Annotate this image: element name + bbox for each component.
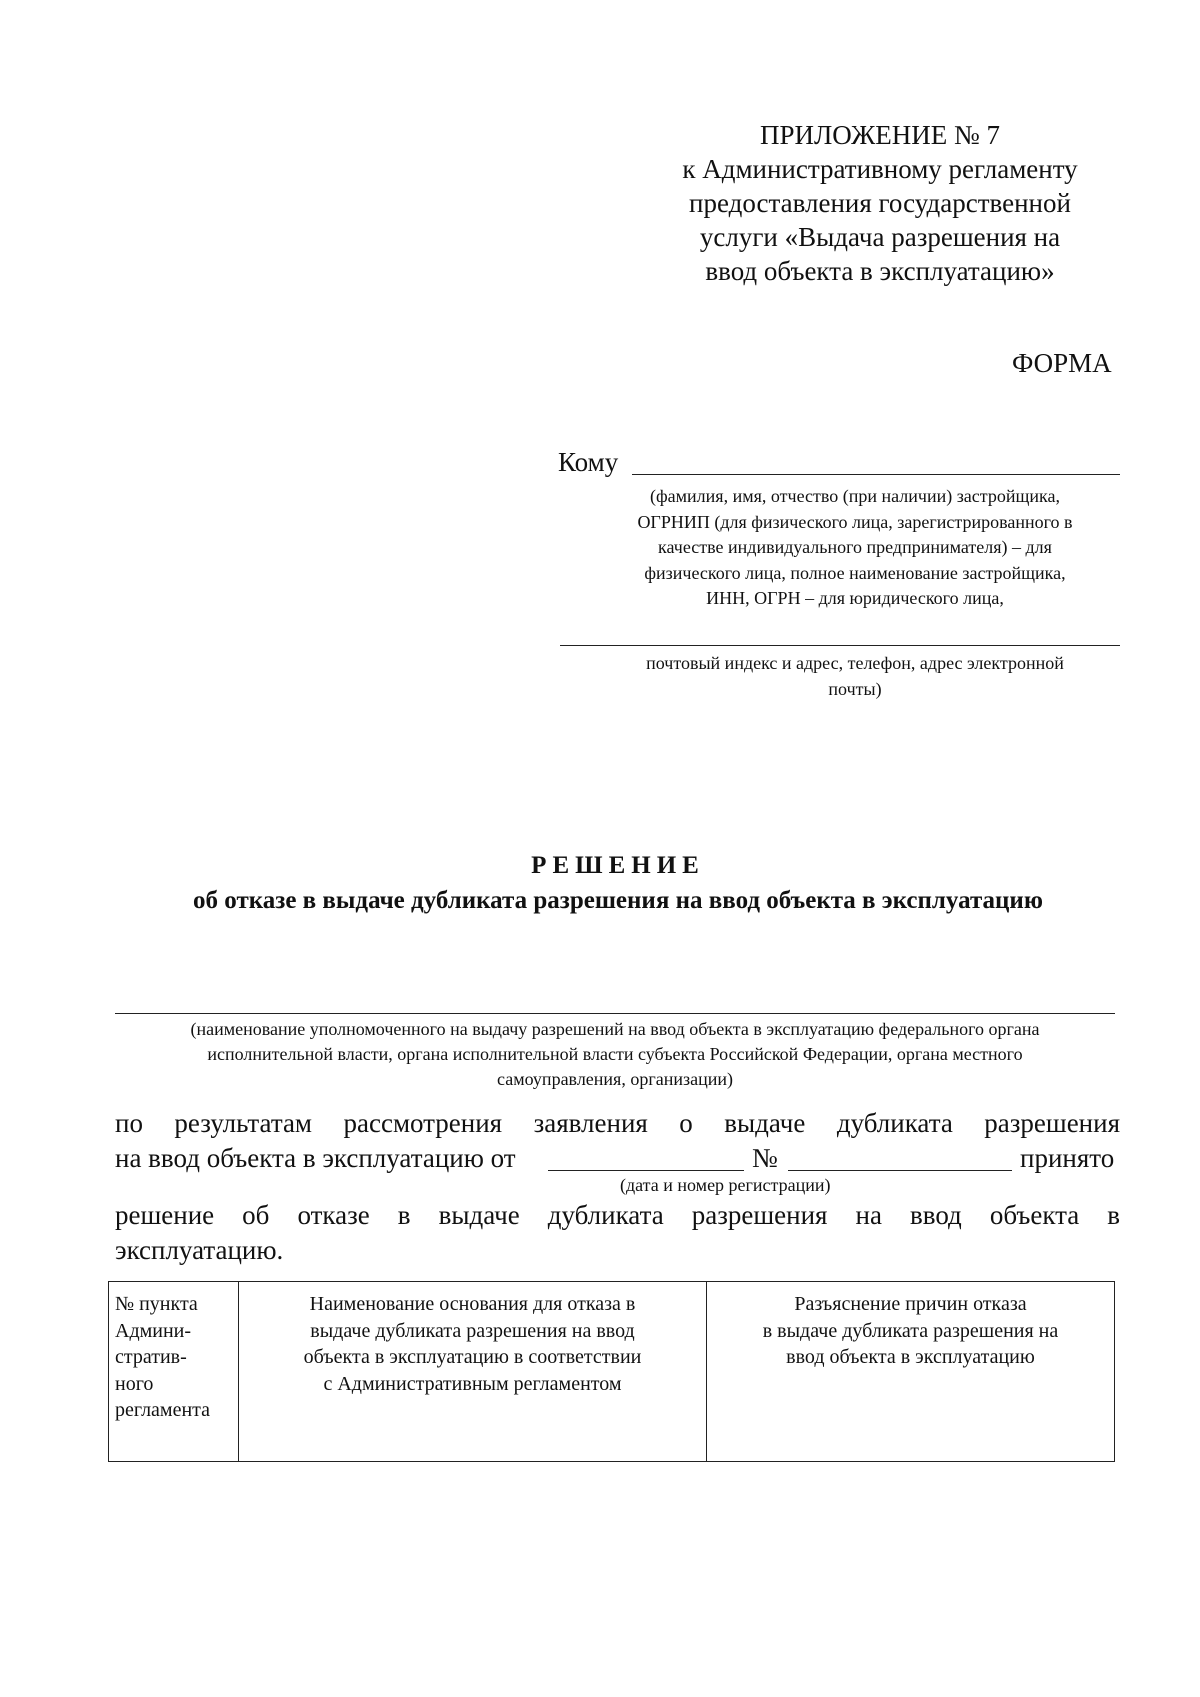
recipient-note (600, 484, 1110, 612)
column-header-refusal-ground (239, 1282, 707, 1462)
recipient-name-field[interactable] (632, 474, 1120, 475)
form-label: ФОРМА (1012, 348, 1112, 378)
authority-note-line: исполнительной власти, органа исполнительной власти субъекта Российской Федерации, органа местного (207, 1044, 1023, 1064)
header-line: Админи- (115, 1319, 192, 1342)
address-note (600, 651, 1110, 702)
appendix-line: ПРИЛОЖЕНИЕ № 7 (759, 120, 1001, 150)
header-line: с Административным регламентом (323, 1372, 622, 1395)
authority-name-field[interactable] (115, 1013, 1115, 1014)
address-note-line: почты) (828, 678, 882, 699)
recipient-note-line: качестве индивидуального предпринимателя) – для (658, 537, 1052, 557)
authority-note-line: (наименование уполномоченного на выдачу разрешений на ввод объекта в эксплуатацию федерального органа (190, 1019, 1040, 1039)
authority-note-line: самоуправления, организации) (497, 1069, 733, 1089)
header-line: регламента (115, 1399, 211, 1421)
appendix-line: услуги «Выдача разрешения на (699, 222, 1061, 252)
number-sign: № (752, 1143, 778, 1173)
recipient-label: Кому (558, 447, 619, 477)
column-header-clause-number (109, 1282, 239, 1462)
header-line: ввод объекта в эксплуатацию (786, 1346, 1035, 1368)
recipient-note-line: физического лица, полное наименование застройщика, (644, 562, 1066, 583)
body-text-line: на ввод объекта в эксплуатацию от (115, 1143, 516, 1173)
header-line: в выдаче дубликата разрешения на (762, 1319, 1059, 1342)
body-text-line: эксплуатацию. (115, 1235, 284, 1265)
appendix-line: предоставления государственной (689, 188, 1071, 218)
body-text-line: по результатам рассмотрения заявления о выдаче дубликата разрешения (115, 1108, 1120, 1138)
header-line: выдаче дубликата разрешения на ввод (310, 1319, 635, 1342)
recipient-note-line: ОГРНИП (для физического лица, зарегистрированного в (637, 511, 1073, 532)
header-line: объекта в эксплуатацию в соответствии (303, 1346, 642, 1368)
table-header-row (109, 1282, 1115, 1462)
header-line: ного (115, 1372, 154, 1395)
registration-number-field[interactable] (788, 1170, 1012, 1171)
appendix-line: к Административному регламенту (682, 154, 1078, 184)
body-text-line: принято (1020, 1143, 1115, 1173)
authority-note (115, 1017, 1115, 1092)
refusal-reasons-table (108, 1281, 1115, 1462)
appendix-line: ввод объекта в эксплуатацию» (705, 256, 1055, 286)
column-header-refusal-explanation (707, 1282, 1115, 1462)
decision-subtitle: об отказе в выдаче дубликата разрешения на ввод объекта в эксплуатацию (193, 887, 1043, 914)
recipient-note-line: ИНН, ОГРН – для юридического лица, (706, 588, 1004, 608)
address-note-line: почтовый индекс и адрес, телефон, адрес электронной (646, 653, 1064, 673)
date-registration-note: (дата и номер регистрации) (620, 1175, 831, 1195)
header-line: Разъяснение причин отказа (794, 1293, 1027, 1315)
header-line: стратив- (115, 1346, 187, 1368)
decision-title: РЕШЕНИЕ (531, 852, 705, 879)
header-line: № пункта (115, 1293, 198, 1315)
body-text-line: решение об отказе в выдаче дубликата разрешения на ввод объекта в (115, 1200, 1120, 1230)
recipient-note-line: (фамилия, имя, отчество (при наличии) застройщика, (650, 486, 1060, 506)
recipient-address-field[interactable] (560, 645, 1120, 646)
application-date-field[interactable] (548, 1170, 744, 1171)
appendix-header (640, 118, 1120, 288)
header-line: Наименование основания для отказа в (309, 1293, 636, 1315)
